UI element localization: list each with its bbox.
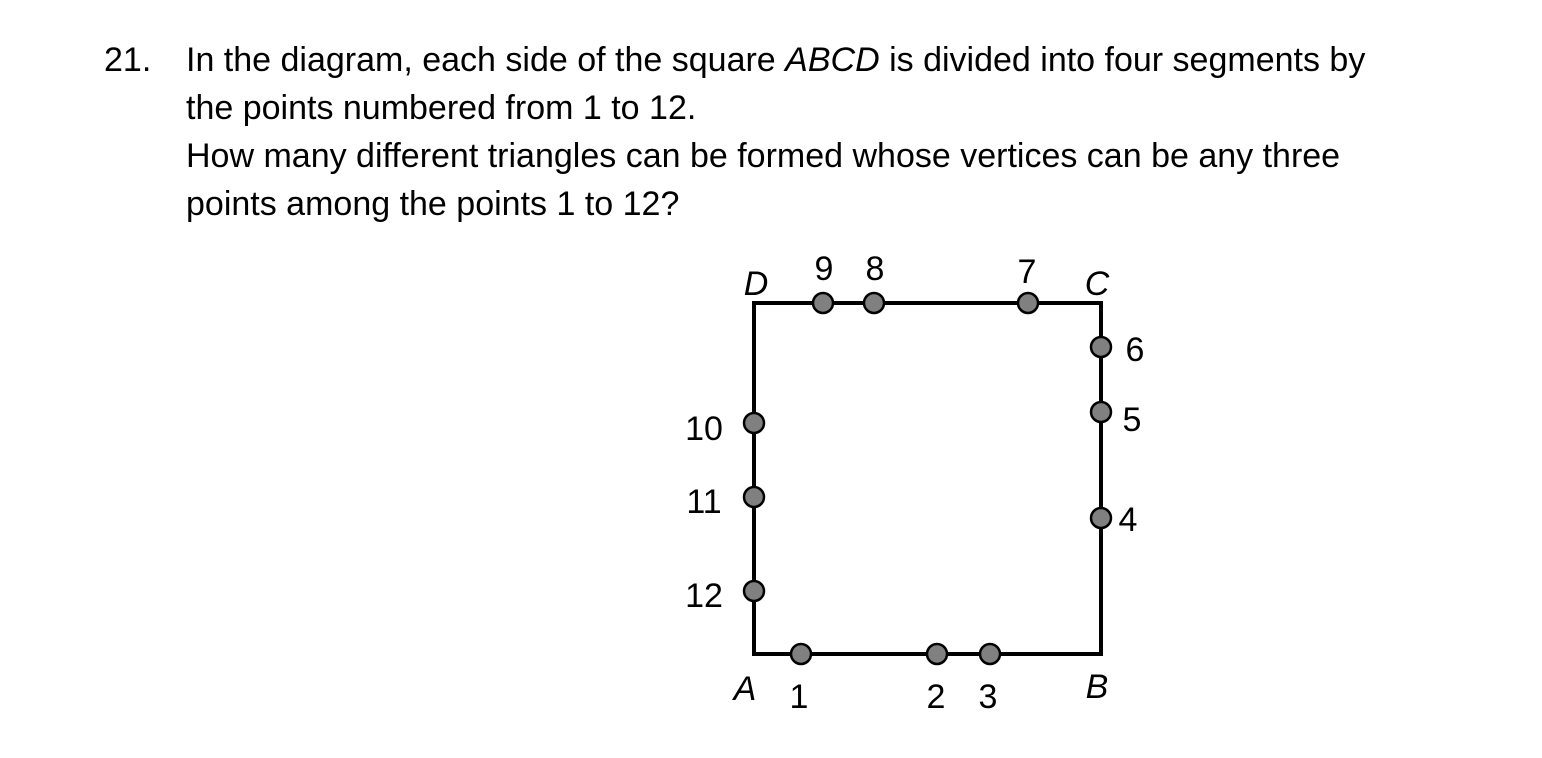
point-label-3: 3 [978,678,998,716]
square-name: ABCD [785,41,880,79]
point-2 [927,644,947,664]
point-7 [1018,293,1038,313]
point-label-1: 1 [789,678,809,716]
point-label-8: 8 [865,250,885,288]
question-line-3: How many different triangles can be formed whose vertices can be any three [186,137,1341,175]
point-9 [813,293,833,313]
question-line-1-post: is divided into four segments by [879,41,1366,79]
point-label-2: 2 [926,678,946,716]
point-label-11: 11 [686,483,722,521]
vertex-label-c: C [1084,265,1110,303]
point-label-9: 9 [814,250,834,288]
point-3 [980,644,1000,664]
point-1 [791,644,811,664]
question-line-2: the points numbered from 1 to 12. [186,89,697,127]
question-line-1-pre: In the diagram, each side of the square [186,41,786,79]
question-number: 21. [104,41,152,79]
point-label-7: 7 [1017,253,1037,291]
point-8 [864,293,884,313]
point-10 [744,413,764,433]
point-5 [1091,402,1111,422]
point-label-12: 12 [685,577,723,615]
point-label-5: 5 [1122,401,1142,439]
point-12 [744,581,764,601]
question-line-4: points among the points 1 to 12? [186,185,680,223]
point-markers [744,293,1111,664]
vertex-label-b: B [1085,668,1109,706]
square-abcd [754,303,1101,654]
point-label-4: 4 [1118,501,1138,539]
point-label-10: 10 [685,410,723,448]
vertex-label-d: D [743,265,769,303]
point-11 [744,487,764,507]
point-6 [1091,337,1111,357]
point-4 [1091,508,1111,528]
vertex-label-a: A [733,670,757,708]
point-label-6: 6 [1125,331,1145,369]
